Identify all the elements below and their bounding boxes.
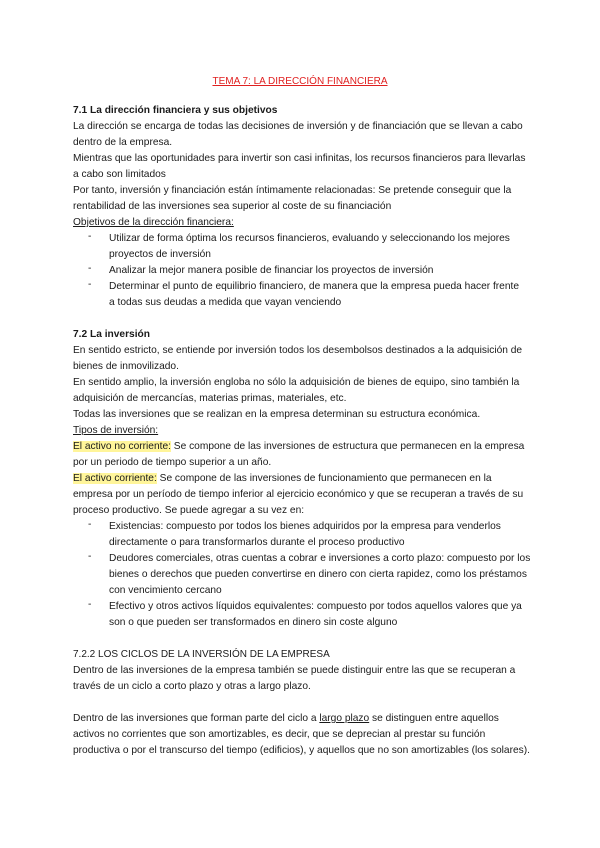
paragraph-text: Se compone de las inversiones de estructura que permanecen en la empresa	[170, 441, 525, 452]
list-item	[73, 279, 533, 311]
list-item-text: Existencias: compuesto por todos los bienes adquiridos por la empresa para venderlos	[109, 521, 501, 532]
paragraph-line: bienes de inmovilizado.	[73, 361, 179, 372]
list-item-text: Efectivo y otros activos líquidos equivalentes: compuesto por todos aquellos valores que ya	[109, 601, 522, 612]
list-item-text: Analizar la mejor manera posible de financiar los proyectos de inversión	[109, 265, 434, 276]
paragraph-line	[73, 439, 533, 455]
paragraph-line: por un periodo de tiempo superior a un año.	[73, 457, 272, 468]
bullet-dash: -	[88, 279, 92, 290]
list-item	[73, 599, 533, 631]
list-item-text: directamente o para transformarlos durante el proceso productivo	[109, 537, 405, 548]
paragraph-line: La dirección se encarga de todas las decisiones de inversión y de financiación que se llevan a cabo	[73, 121, 523, 132]
paragraph-line: Dentro de las inversiones de la empresa también se puede distinguir entre las que se recuperan a	[73, 665, 516, 676]
paragraph-line: adquisición de mercancías, materias primas, materiales, etc.	[73, 393, 347, 404]
underlined-term-largo-plazo: largo plazo	[319, 713, 370, 724]
bullet-dash: -	[88, 231, 92, 242]
list-item	[73, 519, 533, 551]
section-heading-7-2-2: 7.2.2 LOS CICLOS DE LA INVERSIÓN DE LA EMPRESA	[73, 649, 330, 660]
list-item-text: proyectos de inversión	[109, 249, 211, 260]
list-item-text: son o que pueden ser transformados en dinero sin coste alguno	[109, 617, 398, 628]
bullet-dash: -	[88, 551, 92, 562]
section-heading-7-2: 7.2 La inversión	[73, 329, 151, 340]
paragraph-line: productiva o por el transcurso del tiempo (edificios), y aquellos que no son amortizables (los solares).	[73, 745, 530, 756]
highlighted-term-current: El activo corriente:	[73, 473, 157, 484]
paragraph-line: En sentido amplio, la inversión engloba no sólo la adquisición de bienes de equipo, sino también la	[73, 377, 520, 388]
paragraph-text: se distinguen entre aquellos	[369, 713, 499, 724]
paragraph-line: Todas las inversiones que se realizan en la empresa determinan su estructura económica.	[73, 409, 481, 420]
list-item-text: Deudores comerciales, otras cuentas a cobrar e inversiones a corto plazo: compuesto por los	[109, 553, 531, 564]
paragraph-line: proceso productivo. Se puede agregar a su vez en:	[73, 505, 305, 516]
bullet-dash: -	[88, 263, 92, 274]
paragraph-text: Se compone de las inversiones de funcionamiento que permanecen en la	[156, 473, 492, 484]
list-item	[73, 231, 533, 263]
paragraph-line: Por tanto, inversión y financiación están íntimamente relacionadas: Se pretende conseguir que la	[73, 185, 512, 196]
list-item-text: Determinar el punto de equilibrio financiero, de manera que la empresa pueda hacer frente	[109, 281, 520, 292]
list-item-text: a todas sus deudas a medida que vayan venciendo	[109, 297, 342, 308]
paragraph-line: a cabo son limitados	[73, 169, 166, 180]
document-body	[73, 103, 533, 759]
document-title: TEMA 7: LA DIRECCIÓN FINANCIERA	[212, 76, 388, 87]
paragraph-line: rentabilidad de las inversiones sea superior al coste de su financiación	[73, 201, 392, 212]
paragraph-line: través de un ciclo a corto plazo y otras a largo plazo.	[73, 681, 311, 692]
paragraph-line	[73, 471, 533, 487]
paragraph-line: dentro de la empresa.	[73, 137, 173, 148]
list-item	[73, 551, 533, 599]
bullet-dash: -	[88, 519, 92, 530]
list-item-text: con vencimiento cercano	[109, 585, 222, 596]
objectives-label: Objetivos de la dirección financiera:	[73, 217, 234, 228]
list-item-text: bienes o derechos que pueden convertirse en dinero con cierta rapidez, como los préstamos	[109, 569, 527, 580]
paragraph-line: activos no corrientes que son amortizables, es decir, que se deprecian al prestar su función	[73, 729, 486, 740]
section-heading-7-1: 7.1 La dirección financiera y sus objetivos	[73, 105, 278, 116]
list-item	[73, 263, 533, 279]
bullet-dash: -	[88, 599, 92, 610]
highlighted-term-noncurrent: El activo no corriente:	[73, 441, 171, 452]
paragraph-line: empresa por un período de tiempo inferior al ejercicio económico y que se recuperan a través de su	[73, 489, 524, 500]
paragraph-line: En sentido estricto, se entiende por inversión todos los desembolsos destinados a la adquisición de	[73, 345, 523, 356]
paragraph-text: Dentro de las inversiones que forman parte del ciclo a	[73, 713, 320, 724]
types-label: Tipos de inversión:	[73, 425, 159, 436]
paragraph-line	[73, 711, 533, 727]
list-item-text: Utilizar de forma óptima los recursos financieros, evaluando y seleccionando los mejores	[109, 233, 510, 244]
paragraph-line: Mientras que las oportunidades para invertir son casi infinitas, los recursos financieros para llevarlas	[73, 153, 526, 164]
